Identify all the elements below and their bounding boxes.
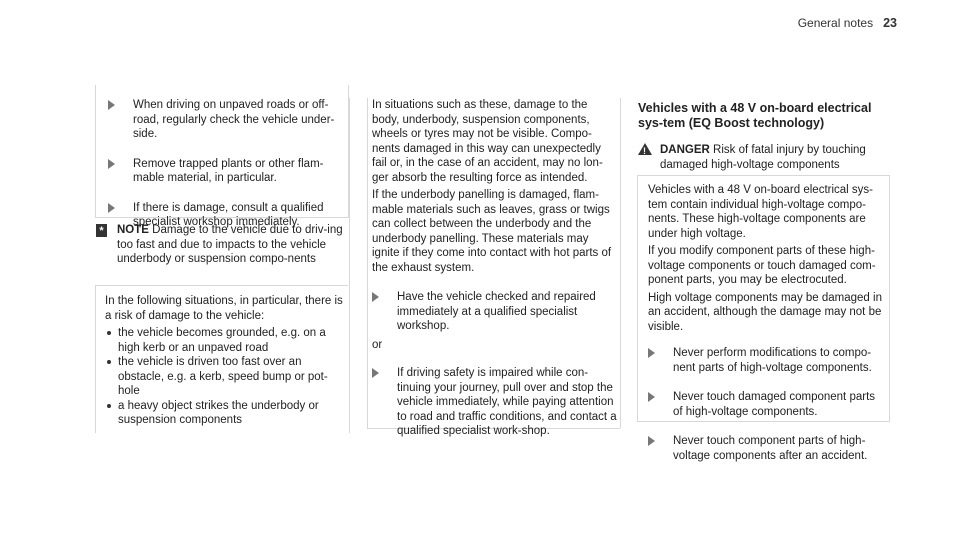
paragraph: High voltage components may be damaged in an accident, although the damage may not be visible. [648,291,882,333]
page-header [798,16,897,31]
danger-text: DANGER Risk of fatal injury by touching damaged high-voltage components [660,144,866,171]
danger-block [638,143,888,172]
step-item: Have the vehicle checked and repaired immediately at a qualified specialist workshop. [372,290,617,334]
arrow-icon [108,159,115,169]
paragraph: In situations such as these, damage to the body, underbody, suspension components, wheels or tyres may not be visible. Compo-nents damaged in this way can unexpectedly fail or, in the case of an accident, may no lon-ger absorb the resulting force as intended. [372,99,603,184]
divider [367,98,368,428]
note-text: NOTE Damage to the vehicle due to driv-ing too fast and due to impacts to the vehicle underbody or suspension compo-nents [117,224,343,265]
divider [96,285,348,286]
divider [95,285,96,433]
bullet-list [105,326,343,428]
list-item: the vehicle is driven too fast over an obstacle, e.g. a kerb, speed bump or pot-hole [118,355,343,399]
divider [637,175,638,422]
paragraph: If you modify component parts of these high-voltage components or touch damaged com-ponent parts, you may be electrocuted. [648,245,876,286]
list-item: the vehicle becomes grounded, e.g. on a high kerb or an unpaved road [118,326,343,355]
note-body [105,294,343,428]
or-text: or [372,338,383,351]
warning-icon [638,143,652,155]
paragraph: If the underbody panelling is damaged, flam-mable materials such as leaves, grass or twigs can collect between the underbody and the underbody panelling. These materials may ignite if they come into contact with hot parts of the exhaust system. [372,189,612,274]
step-item: Never perform modifications to compo-nent parts of high-voltage components. [648,346,886,375]
arrow-icon [648,436,655,446]
arrow-icon [372,292,379,302]
step-item: When driving on unpaved roads or off-road, regularly check the vehicle under-side. [108,98,340,142]
step-item: If there is damage, consult a qualified specialist workshop immediately. [108,201,340,230]
step-item: If driving safety is impaired while con-tinuing your journey, pull over and stop the vehicle immediately, while paying attention to road and traffic conditions, and contact a qualified specialist work-shop. [372,366,617,439]
section-heading: Vehicles with a 48 V on-board electrical sys-tem (EQ Boost technology) [638,101,872,130]
divider [889,175,890,422]
list-item: a heavy object strikes the underbody or suspension components [118,399,343,428]
arrow-icon [108,203,115,213]
arrow-icon [648,348,655,358]
arrow-icon [108,100,115,110]
step-item: Remove trapped plants or other flam-mable material, in particular. [108,157,340,186]
arrow-icon [648,392,655,402]
divider [620,98,621,428]
note-icon: * [96,224,107,237]
step-item: Never touch damaged component parts of high-voltage components. [648,390,886,419]
arrow-icon [372,368,379,378]
danger-body [648,183,886,478]
note-block [96,223,346,267]
divider [349,98,350,433]
intro-text: In the following situations, in particular, there is a risk of damage to the vehicle: [105,295,343,322]
middle-body [372,98,617,454]
step-item: Never touch component parts of high-voltage components after an accident. [648,434,886,463]
paragraph: Vehicles with a 48 V on-board electrical sys-tem contain individual high-voltage compo-nents. These high-voltage components are under high voltage. [648,184,873,240]
page-number: 23 [883,16,897,30]
section-title: General notes [797,16,874,30]
divider [638,175,890,176]
